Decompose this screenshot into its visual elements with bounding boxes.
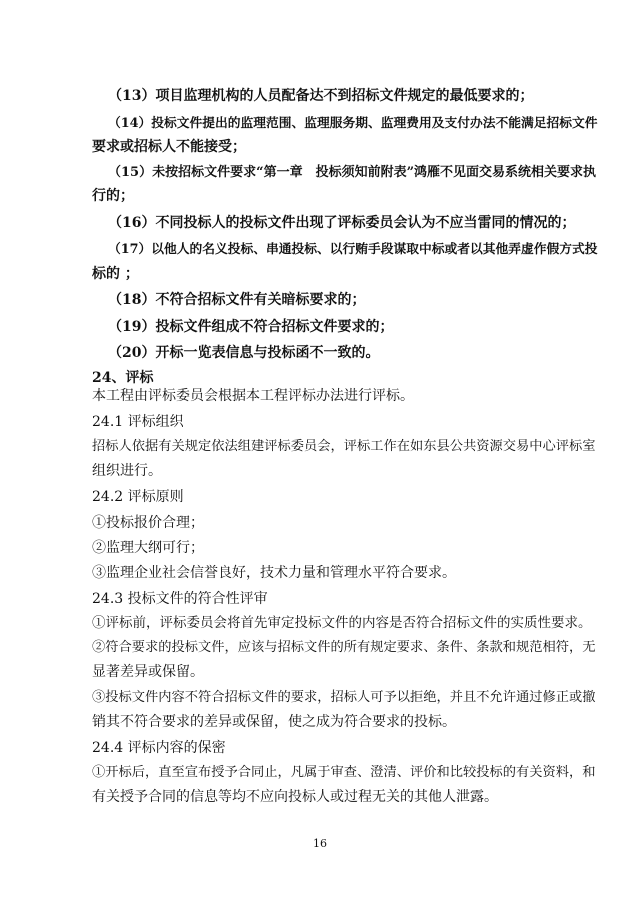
text-line: ①投标报价合理；	[92, 515, 204, 531]
text-line: （15）未按招标文件要求“第一章 投标须知前附表”鸿雁不见面交易系统相关要求执	[108, 165, 597, 180]
text-line: （14）投标文件提出的监理范围、监理服务期、监理费用及支付办法不能满足招标文件	[108, 116, 598, 131]
text-line: 要求或招标人不能接受；	[92, 139, 246, 155]
section-heading: 24、评标	[92, 370, 154, 386]
text-line: 有关授予合同的信息等均不应向投标人或过程无关的其他人泄露。	[92, 789, 498, 805]
text-line: ②监理大纲可行；	[92, 540, 204, 556]
text-line: 销其不符合要求的差异或保留，使之成为符合要求的投标。	[92, 714, 456, 730]
text-line: 招标人依据有关规定依法组建评标委员会，评标工作在如东县公共资源交易中心评标室	[92, 439, 596, 454]
text-line: ①评标前，评标委员会将首先审定投标文件的内容是否符合招标文件的实质性要求。	[92, 615, 592, 631]
text-line: （16）不同投标人的投标文件出现了评标委员会认为不应当雷同的情况的；	[108, 215, 576, 231]
text-line: （17）以他人的名义投标、串通投标、以行贿手段谋取中标或者以其他弄虚作假方式投	[108, 242, 598, 257]
text-line: 标的 ；	[92, 266, 139, 282]
subsection-heading: 24.2 评标原则	[92, 489, 184, 505]
text-line: 组织进行。	[92, 463, 162, 479]
text-line: 行的；	[92, 188, 134, 204]
text-line: （20）开标一览表信息与投标函不一致的。	[108, 345, 380, 361]
text-line: （18）不符合招标文件有关暗标要求的；	[108, 292, 366, 308]
subsection-heading: 24.3 投标文件的符合性评审	[92, 591, 268, 607]
subsection-heading: 24.4 评标内容的保密	[92, 740, 226, 756]
text-line: 本工程由评标委员会根据本工程评标办法进行评标。	[92, 388, 414, 404]
text-line: ②符合要求的投标文件，应该与招标文件的所有规定要求、条件、条款和规范相符，无	[92, 640, 596, 655]
text-line: ③投标文件内容不符合招标文件的要求，招标人可予以拒绝，并且不允许通过修正或撤	[92, 690, 596, 705]
page-number: 16	[313, 837, 327, 850]
text-line: （19）投标文件组成不符合招标文件要求的；	[108, 319, 394, 335]
subsection-heading: 24.1 评标组织	[92, 414, 184, 430]
text-line: （13）项目监理机构的人员配备达不到招标文件规定的最低要求的；	[108, 88, 534, 104]
text-line: ③监理企业社会信誉良好，技术力量和管理水平符合要求。	[92, 565, 456, 581]
text-line: ①开标后，直至宣布授予合同止，凡属于审查、澄清、评价和比较投标的有关资料，和	[92, 765, 596, 780]
text-line: 显著差异或保留。	[92, 664, 204, 680]
